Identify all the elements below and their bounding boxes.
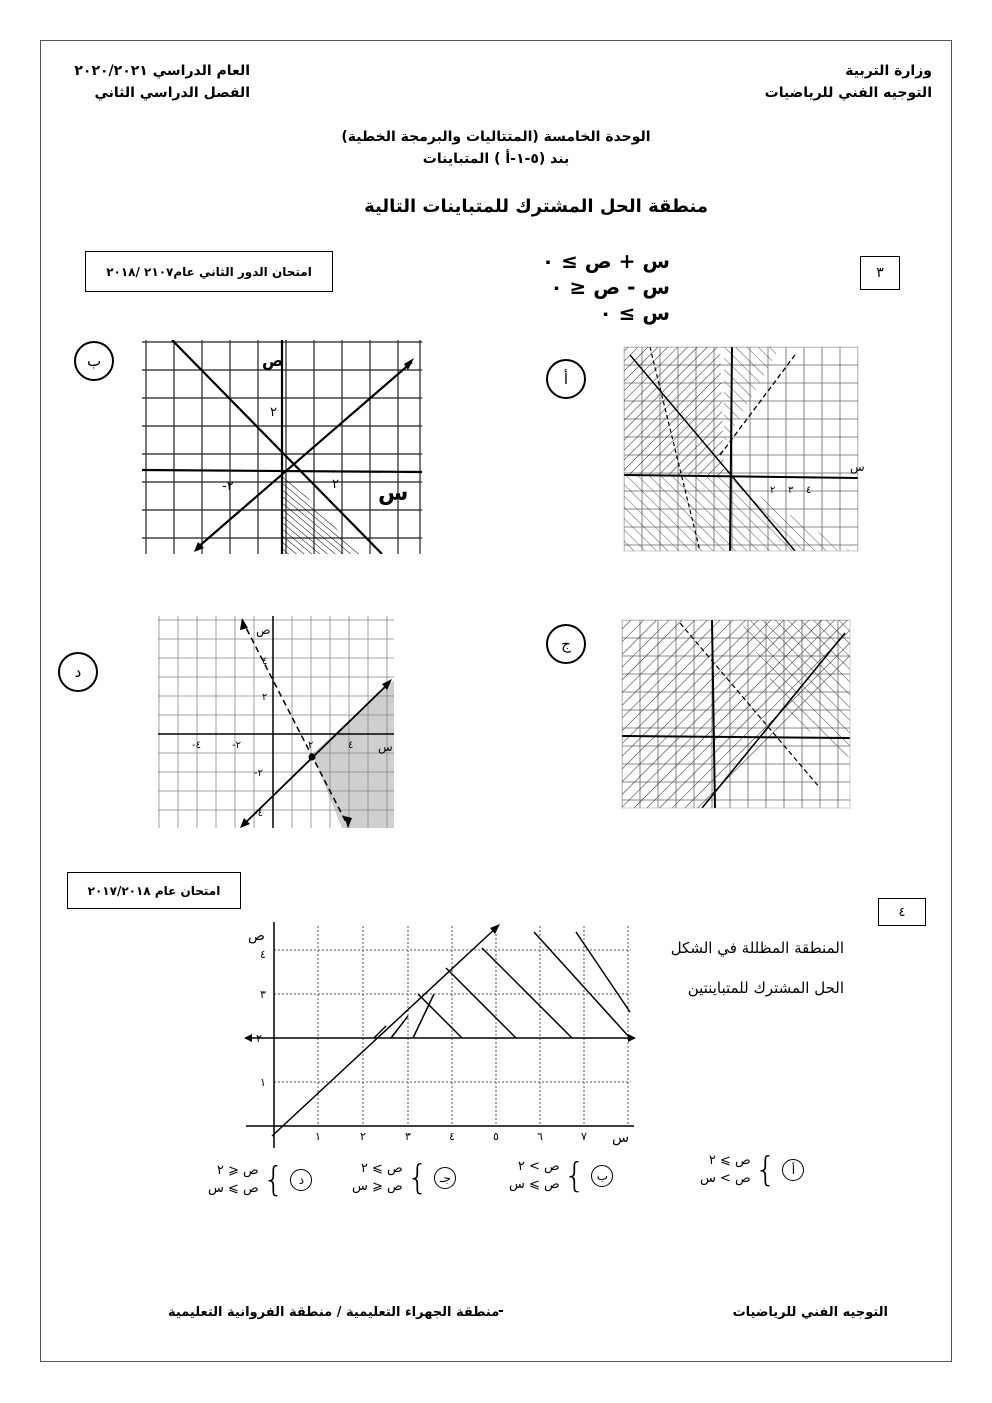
q4-exam-ref: امتحان عام ٢٠١٧/٢٠١٨ xyxy=(67,872,241,909)
q4-text-line-2: الحل المشترك للمتباينتين xyxy=(687,979,844,997)
choice-a-letter: أ xyxy=(782,1159,804,1181)
q4-y-tick-4: ٤ xyxy=(260,948,266,961)
q3-inequalities xyxy=(520,248,670,326)
graph-b-tick-x2: ٢ xyxy=(332,477,339,492)
q4-x-tick-2: ٢ xyxy=(360,1130,366,1143)
graph-a-tick-3: ٣ xyxy=(788,485,794,496)
graph-d-y4: ٤ xyxy=(262,656,268,667)
graph-a xyxy=(620,345,865,555)
unit-heading xyxy=(0,126,992,170)
q4-y-tick-2: ٢ xyxy=(256,1032,262,1045)
q4-x-tick-6: ٦ xyxy=(537,1130,543,1143)
graph-a-tick-4: ٤ xyxy=(806,485,812,496)
option-b-circle[interactable]: ب xyxy=(74,341,114,381)
q4-y-tick-1: ١ xyxy=(260,1076,266,1089)
q3-exam-ref: امتحان الدور الثاني عام٢١٠٧ /٢٠١٨ xyxy=(85,251,333,292)
graph-d-xm2: -٢ xyxy=(232,740,241,751)
q4-line-y-eq-x xyxy=(272,926,498,1136)
graph-d xyxy=(158,616,394,828)
q4-y-tick-3: ٣ xyxy=(260,988,266,1001)
choice-d-line1: ص ⩽ ٢ xyxy=(216,1163,259,1178)
choice-a-line1: ص ⩾ ٢ xyxy=(708,1153,751,1168)
inequality-1: س + ص ≥ ٠ xyxy=(541,249,670,273)
ministry-name: وزارة التربية xyxy=(845,63,932,79)
choice-b-letter: ب xyxy=(591,1165,613,1187)
choice-d-letter: د xyxy=(290,1169,312,1191)
choice-b-line2: ص ⩾ س xyxy=(509,1177,560,1192)
choice-b-line1: ص > ٢ xyxy=(517,1159,560,1174)
option-a-circle[interactable]: أ xyxy=(546,359,586,399)
choice-c-letter: جـ xyxy=(434,1167,456,1189)
graph-a-hatch-lower xyxy=(624,475,850,551)
graph-d-y-label: ص xyxy=(256,623,271,637)
question-4-number: ٤ xyxy=(878,898,926,926)
graph-b-y-label: ص xyxy=(262,351,284,370)
graph-d-x-label: س xyxy=(378,740,393,754)
graph-d-x4: ٤ xyxy=(348,740,354,751)
graph-a-tick-2: ٢ xyxy=(770,485,776,496)
graph-d-y2: ٢ xyxy=(262,692,268,703)
choice-c-line2: ص ⩽ س xyxy=(352,1179,403,1194)
q4-graph xyxy=(236,920,640,1148)
option-d-circle[interactable]: د xyxy=(58,652,98,692)
school-year: العام الدراسي ٢٠٢٠/٢٠٢١ xyxy=(74,63,250,79)
graph-b-tick-y2: ٢ xyxy=(270,405,277,420)
header-left xyxy=(60,60,250,104)
graph-d-vertex-point xyxy=(309,754,316,761)
graph-d-ym4: -٤ xyxy=(254,808,263,819)
section-title: بند (٥-١-أ ) المتباينات xyxy=(422,151,570,167)
graph-a-x-label: س xyxy=(850,460,865,474)
q4-x-tick-4: ٤ xyxy=(449,1130,455,1143)
q4-choice-b[interactable]: ب } ص > ٢ ص ⩾ س xyxy=(509,1158,613,1194)
option-c-circle[interactable]: ج xyxy=(546,624,586,664)
graph-c xyxy=(620,618,852,810)
inequality-2: س - ص ≤ ٠ xyxy=(550,275,670,299)
q4-choice-c[interactable]: جـ } ص ⩾ ٢ ص ⩽ س xyxy=(352,1160,456,1196)
graph-d-shaded-region xyxy=(312,680,394,828)
department-name: التوجيه الفني للرياضيات xyxy=(764,85,932,101)
q4-x-tick-7: ٧ xyxy=(581,1130,587,1143)
footer-right: التوجيه الفني للرياضيات xyxy=(732,1305,888,1320)
semester: الفصل الدراسي الثاني xyxy=(94,85,250,101)
graph-b xyxy=(142,340,422,554)
header-right xyxy=(765,60,932,104)
inequality-3: س ≥ ٠ xyxy=(599,301,670,325)
q4-choice-a[interactable]: أ } ص ⩾ ٢ ص > س xyxy=(700,1152,804,1188)
q4-hatch-lines xyxy=(374,932,630,1038)
graph-b-line-1 xyxy=(172,340,382,554)
q4-x-label: س xyxy=(612,1130,630,1146)
footer-left: منطقة الجهراء التعليمية / منطقة الفروانية التعليمية xyxy=(168,1305,500,1320)
q4-x-tick-1: ١ xyxy=(315,1130,321,1143)
graph-b-x-label: س xyxy=(378,481,409,506)
graph-d-xm4: -٤ xyxy=(192,740,201,751)
choice-d-line2: ص ⩾ س xyxy=(208,1181,259,1196)
q4-x-tick-3: ٣ xyxy=(405,1130,411,1143)
q4-grid xyxy=(274,926,631,1126)
q4-y-label: ص xyxy=(248,928,265,944)
unit-title: الوحدة الخامسة (المتتاليات والبرمجة الخطية) xyxy=(341,129,651,145)
page-title: منطقة الحل المشترك للمتباينات التالية xyxy=(364,196,708,217)
q4-x-tick-5: ٥ xyxy=(493,1130,499,1143)
choice-a-line2: ص > س xyxy=(700,1171,751,1186)
q4-question-text xyxy=(671,928,844,1008)
graph-b-tick-xm2: -٢ xyxy=(222,479,234,494)
q4-text-line-1: المنطقة المظللة في الشكل xyxy=(670,939,844,957)
q4-choice-d[interactable]: د } ص ⩽ ٢ ص ⩾ س xyxy=(208,1162,312,1198)
choice-c-line1: ص ⩾ ٢ xyxy=(360,1161,403,1176)
footer-dash: - xyxy=(498,1303,504,1319)
graph-d-ym2: -٢ xyxy=(254,768,263,779)
question-3-number: ٣ xyxy=(860,256,900,290)
graph-d-x2: ٢ xyxy=(308,740,314,751)
